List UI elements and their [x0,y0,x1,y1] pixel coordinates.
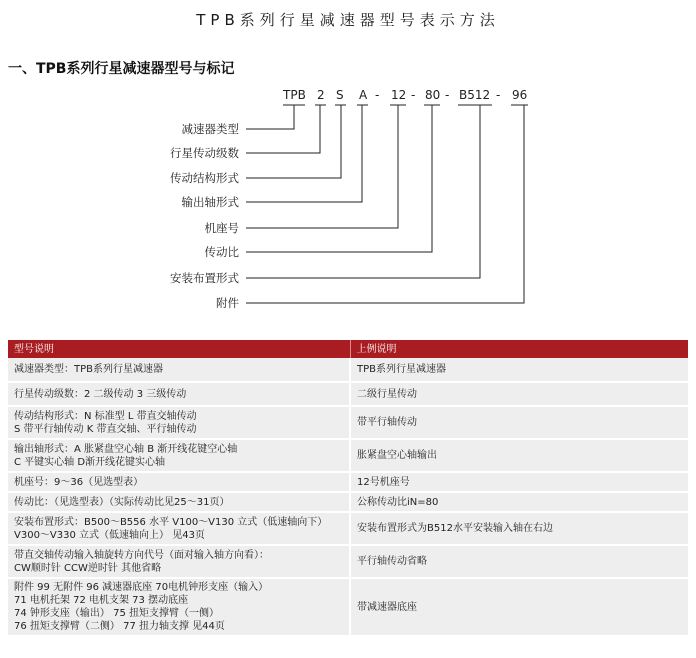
desc-line: C 平键实心轴 D渐开线花键实心轴 [14,456,166,468]
desc-line: 传动比：（见选型表）（实际传动比见25～31页） [14,496,230,508]
desc-line: 输出轴形式：A 胀紧盘空心轴 B 渐开线花键空心轴 [14,443,238,455]
code-part-ratio: 80 [425,88,441,102]
header-example-description: 上例说明 [350,340,688,358]
spec-table [8,340,688,637]
page-title: TPB系列行星减速器型号表示方法 [196,11,500,29]
table-row [8,439,688,472]
code-part-mounting: B512 [459,88,491,102]
header-model-description: 型号说明 [8,340,350,358]
code-separator: - [375,88,380,102]
label-accessory: 附件 [216,296,239,310]
code-part-structure: S [336,88,344,102]
label-mounting: 安装布置形式 [170,271,239,285]
desc-line: 76 扭矩支撑臂（二侧） 77 扭力轴支撑 见44页 [14,621,225,632]
label-structure: 传动结构形式 [170,171,239,185]
table-row [8,406,688,439]
desc-line: 74 钟形支座（输出） 75 扭矩支撑臂（一侧） [14,608,219,619]
code-separator: - [445,88,450,102]
row-description [8,512,350,545]
row-description [8,492,350,512]
row-description [8,406,350,439]
desc-line: 安装布置形式：B500～B556 水平 V100～V130 立式（低速轴向下） [14,516,328,528]
code-separator: - [496,88,501,102]
table-row [8,578,688,636]
row-description [8,472,350,492]
desc-line: CW顺时针 CCW逆时针 其他省略 [14,562,162,574]
code-part-type: TPB [283,88,306,102]
row-description [8,382,350,406]
row-example: 公称传动比iN=80 [350,492,688,512]
desc-line: 减速器类型：TPB系列行星减速器 [14,364,163,375]
desc-line: S 带平行轴传动 K 带直交轴、平行轴传动 [14,423,197,435]
connector-frame-size [246,105,398,228]
table-row [8,472,688,492]
row-example: 胀紧盘空心轴输出 [350,439,688,472]
desc-line: 带直交轴传动输入轴旋转方向代号（面对输入轴方向看）： [14,549,269,561]
code-part-stages: 2 [317,88,325,102]
row-example: 安装布置形式为B512水平安装输入轴在右边 [350,512,688,545]
code-part-accessory: 96 [512,88,528,102]
desc-line: 机座号：9～36（见选型表） [14,476,144,488]
row-example: 平行轴传动省略 [350,545,688,578]
row-description [8,439,350,472]
row-example: 带减速器底座 [350,578,688,636]
code-part-output-shaft: A [359,88,368,102]
table-row [8,358,688,382]
table-row [8,382,688,406]
desc-line: 71 电机托架 72 电机支架 73 摆动底座 [14,595,189,606]
label-output-shaft: 输出轴形式 [181,195,239,209]
label-ratio: 传动比 [204,245,239,259]
connectors [246,105,524,303]
row-description [8,578,350,636]
desc-line: 附件 99 无附件 96 减速器底座 70电机钟形支座（输入） [14,582,269,593]
row-example: 12号机座号 [350,472,688,492]
row-description [8,545,350,578]
table-row [8,492,688,512]
desc-line: V300～V330 立式（低速轴向上） 见43页 [14,529,205,541]
code-part-frame-size: 12 [391,88,407,102]
table-row [8,545,688,578]
connector-accessory [246,105,524,303]
desc-line: 传动结构形式：N 标准型 L 带直交轴传动 [14,410,197,422]
table-header-row [8,340,688,358]
row-example: 二级行星传动 [350,382,688,406]
label-frame-size: 机座号 [204,221,239,235]
table-row [8,512,688,545]
connector-type [246,105,294,129]
row-description [8,358,350,382]
section-title: 一、TPB系列行星减速器型号与标记 [8,61,235,77]
row-example: TPB系列行星减速器 [350,358,688,382]
row-example: 带平行轴传动 [350,406,688,439]
label-stages: 行星传动级数 [170,146,239,160]
desc-line: 行星传动级数：2 二级传动 3 三级传动 [14,388,187,400]
label-reducer-type: 减速器类型 [181,122,239,136]
code-separator: - [411,88,416,102]
